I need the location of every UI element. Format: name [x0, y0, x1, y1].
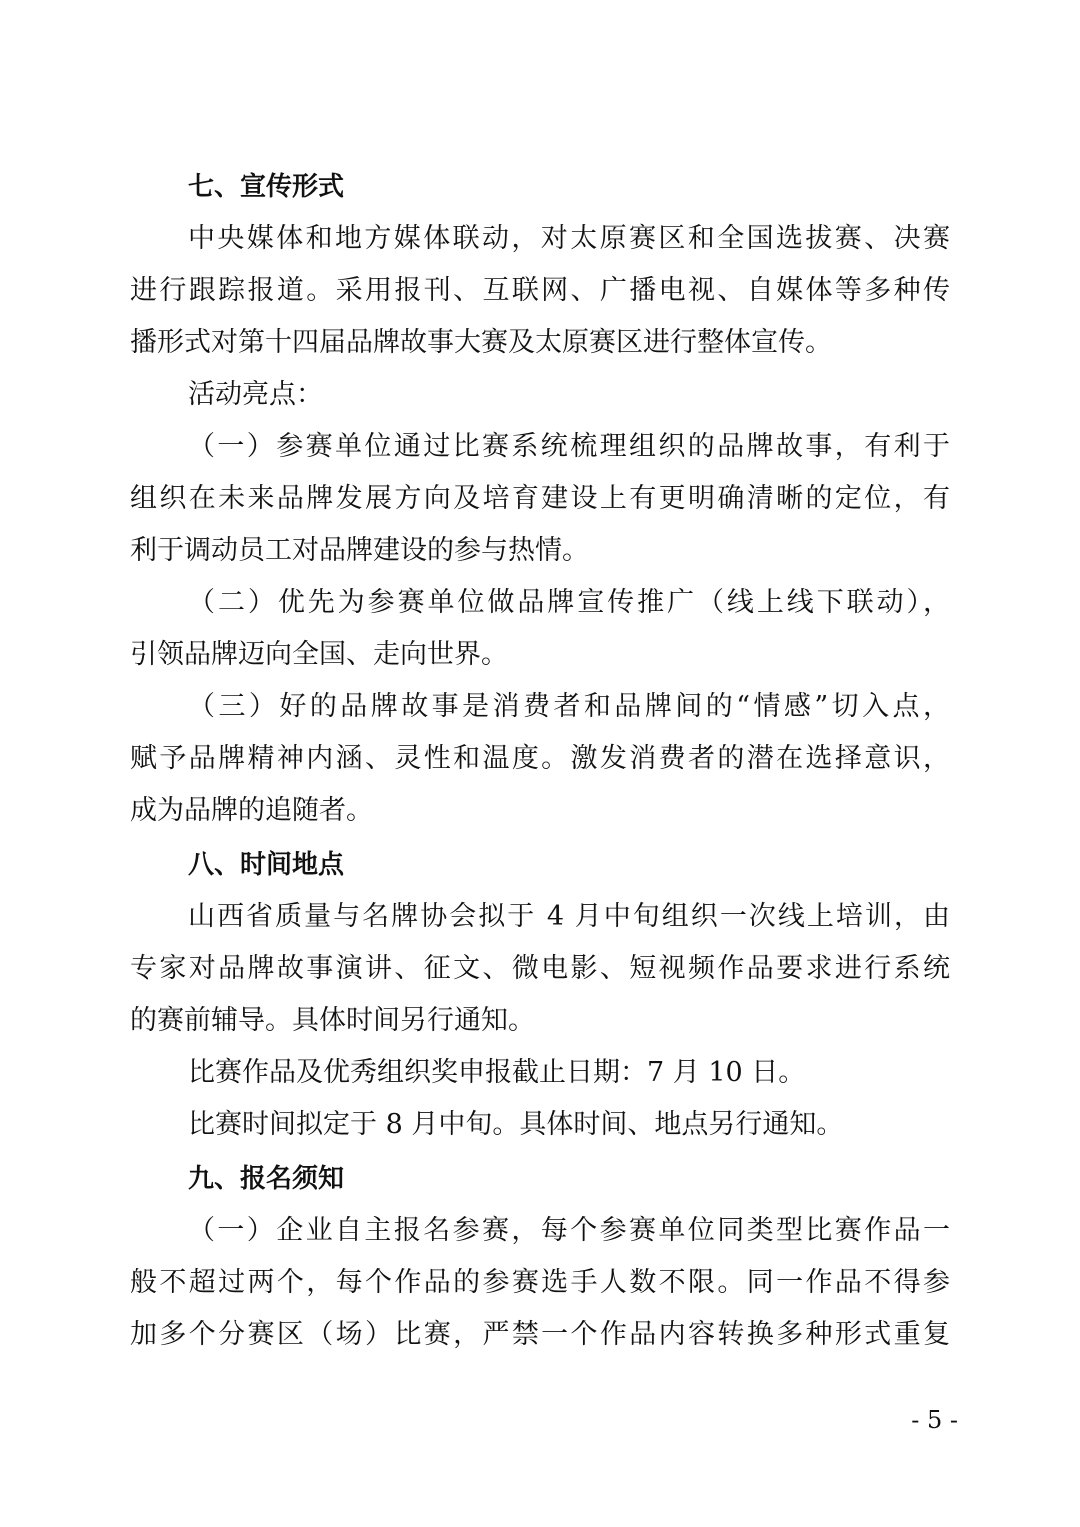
highlights-label: 活动亮点： [188, 379, 323, 410]
paragraph-line: 成为品牌的追随者。 [130, 795, 373, 826]
paragraph-line: 般不超过两个，每个作品的参赛选手人数不限。同一作品不得参 [130, 1267, 950, 1298]
paragraph-line: 比赛时间拟定于 8 月中旬。具体时间、地点另行通知。 [188, 1109, 844, 1140]
paragraph-line: （二）优先为参赛单位做品牌宣传推广（线上线下联动）， [188, 587, 950, 618]
paragraph-line: 引领品牌迈向全国、走向世界。 [130, 639, 508, 670]
paragraph-line: 中央媒体和地方媒体联动，对太原赛区和全国选拔赛、决赛 [188, 223, 950, 254]
paragraph-line: 专家对品牌故事演讲、征文、微电影、短视频作品要求进行系统 [130, 953, 950, 984]
section-heading-9: 九、报名须知 [188, 1164, 345, 1194]
paragraph-line: 比赛作品及优秀组织奖申报截止日期：7 月 10 日。 [188, 1057, 806, 1088]
paragraph-line: （三）好的品牌故事是消费者和品牌间的“情感”切入点， [188, 691, 950, 722]
paragraph-line: （一）参赛单位通过比赛系统梳理组织的品牌故事，有利于 [188, 431, 950, 462]
paragraph-line: 赋予品牌精神内涵、灵性和温度。激发消费者的潜在选择意识， [130, 743, 950, 774]
paragraph-line: 播形式对第十四届品牌故事大赛及太原赛区进行整体宣传。 [130, 327, 832, 358]
page-number: - 5 - [911, 1406, 958, 1434]
paragraph-line: （一）企业自主报名参赛，每个参赛单位同类型比赛作品一 [188, 1215, 950, 1246]
paragraph-line: 利于调动员工对品牌建设的参与热情。 [130, 535, 589, 566]
paragraph-line: 的赛前辅导。具体时间另行通知。 [130, 1005, 535, 1036]
paragraph-line: 加多个分赛区（场）比赛，严禁一个作品内容转换多种形式重复 [130, 1319, 950, 1350]
section-heading-8: 八、时间地点 [188, 850, 345, 880]
paragraph-line: 山西省质量与名牌协会拟于 4 月中旬组织一次线上培训，由 [188, 901, 950, 932]
paragraph-line: 进行跟踪报道。采用报刊、互联网、广播电视、自媒体等多种传 [130, 275, 950, 306]
section-heading-7: 七、宣传形式 [188, 172, 345, 202]
paragraph-line: 组织在未来品牌发展方向及培育建设上有更明确清晰的定位，有 [130, 483, 950, 514]
